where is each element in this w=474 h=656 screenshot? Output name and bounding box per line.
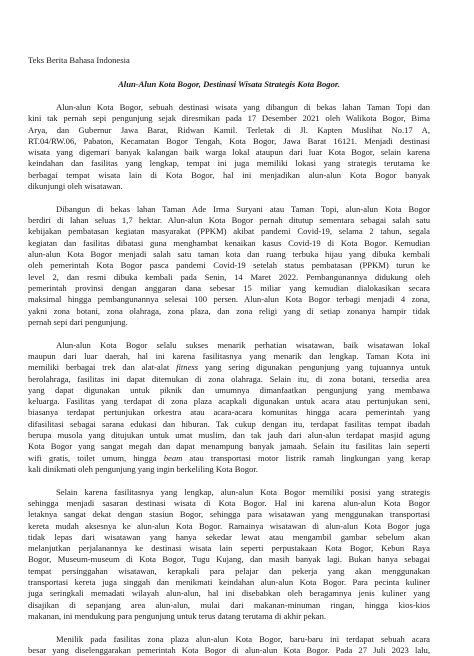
text-line: level 2, dan resmi dibuka kembali pada Senin, 14 Maret 2022. Pembangunannya didukung oleh	[28, 271, 430, 282]
text-line: Selain karena fasilitasnya yang lengkap, alun-alun Kota Bogor memiliki posisi yang strategis	[56, 486, 430, 497]
text-line: kini tak pernah sepi pengunjung sejak diresmikan pada 17 Desember 2021 oleh Walikota Bogor, Bima	[28, 113, 430, 124]
text-line: Dibangun di bekas lahan Taman Ade Irma Suryani atau Taman Topi, alun-alun Kota Bogor	[56, 203, 430, 214]
text-line: berbagai tempat wisata lain di Kota Bogor, hal ini menjadikan alun-alun Kota Bogor banyak	[28, 169, 430, 180]
text-line: pernah sepi dari pengunjung.	[28, 316, 128, 327]
article-body	[28, 102, 430, 656]
text-line: dikunjungi oleh wisatawan.	[28, 181, 123, 192]
text-line: tidak lepas dari wisatawan yang hanya sekedar lewat atau mengambil gambar sebelum akan	[28, 531, 430, 542]
article-title: Alun-Alun Kota Bogor, Destinasi Wisata Strategis Kota Bogor.	[118, 79, 340, 89]
text-line: kebijakan pembatasan kegiatan masyarakat (PPKM) akibat pandemi Covid-19, selama 2 tahun, segala	[28, 226, 430, 237]
text-line: keindahan dan fasilitas yang lengkap, tempat ini juga memiliki lokasi yang strategis terutama ke	[28, 158, 430, 169]
text-line: Bogor, Museum-museum di Kota Bogor, Tugu Kujang, dan masih banyak lagi. Bukan hanya sebagai	[28, 554, 430, 565]
text-line: memiliki berbagai trek dan alat-alat fitness yang sering digunakan pengunjung yang tujuannya untuk	[28, 362, 430, 373]
text-line: keluarga. Fasilitas yang terdapat di zona plaza acapkali digunakan untuk acara atau pertunjukan seni,	[28, 396, 430, 407]
text-line: Menilik pada fasilitas zona plaza alun-alun Kota Bogor, baru-baru ini terdapat sebuah acara	[56, 633, 430, 644]
text-line: berdiri di lahan seluas 1,7 hektar. Alun-alun Kota Bogor pernah ditutup sementara sebagai salah satu	[28, 215, 430, 226]
text-line: yakni zona botani, zona olahraga, zona plaza, dan zona religi yang di setiap zonanya hampir tidak	[28, 305, 430, 316]
text-line: tempat persinggahan wisatawan, kerapkali para pelajar dan pekerja yang akan menggunakan	[28, 565, 430, 576]
text-line: besar yang diselenggarakan pemerintah Kota Bogor di alun-alun Kota Bogor. Pada 27 Juli 2023 lalu,	[28, 645, 430, 656]
text-line: biasanya terdapat pertunjukan orkestra atau acara-acara komunitas hingga acara pemerintah yang	[28, 407, 430, 418]
text-line: letaknya sangat dekat dengan stasiun Bogor, sehingga para wisatawan yang menggunakan transportasi	[28, 509, 430, 520]
text-line: Kota Bogor yang sangat megah dan dapat menampung banyak jamaah. Selain itu fasilitas lain seperti	[28, 441, 430, 452]
paragraph	[28, 634, 430, 656]
text-line: makanan, ini mendukung para pengunjung untuk terus datang terutama di akhir pekan.	[28, 610, 327, 621]
text-line: transportasi kereta juga singgah dan menikmati keindahan alun-alun Kota Bogor. Para pecinta kuliner	[28, 577, 430, 588]
text-line: Alun-alun Kota Bogor selalu sukses menarik perhatian wisatawan, baik wisatawan lokal	[56, 339, 430, 350]
text-line: melanjutkan perjalanannya ke destinasi wisata lain seperti perpustakaan Kota Bogor, Kebun Raya	[28, 543, 430, 554]
paragraph	[28, 204, 430, 328]
text-line: disajikan di sepanjang area alun-alun, mulai dari makanan-minuman ringan, hingga kios-kios	[28, 599, 430, 610]
paragraph	[28, 102, 430, 192]
document-header: Teks Berita Bahasa Indonesia	[28, 55, 130, 65]
text-line: pemerintah provinsi dengan anggaran dana sebesar 15 miliar yang kemudian dialokasikan secara	[28, 282, 430, 293]
text-line: juga seringkali memadati wilayah alun-alun, hal ini disebabkan oleh beragamnya jenis kuliner yang	[28, 588, 430, 599]
text-line: RT.04/RW.06, Pabaton, Kecamatan Bogor Tengah, Kota Bogor, Jawa Barat 16121. Menjadi destinasi	[28, 135, 430, 146]
text-line: yang dapat digunakan untuk piknik dan umumnya dimanfaatkan pengunjung yang membawa	[28, 384, 430, 395]
text-line: sehingga menjadi sasaran destinasi wisata di Kota Bogor. Hal ini karena alun-alun Kota Bogor	[28, 498, 430, 508]
text-line: kereta mudah aksesnya ke alun-alun Kota Bogor. Ramainya wisatawan di alun-alun Kota Bogor juga	[28, 520, 430, 531]
text-line: wisata yang digemari banyak kalangan baik warga lokal ataupun dari luar Kota Bogor, selain karena	[28, 147, 430, 158]
text-line: alun-alun Kota Bogor menjadi salah satu taman kota dan ruang terbuka hijau yang dibuka kembali	[28, 249, 430, 260]
text-line: Arya, dan Gubernur Jawa Barat, Ridwan Kamil. Terletak di Jl. Kapten Muslihat No.17 A,	[28, 124, 430, 135]
text-line: berupa musola yang ditujukan untuk umat muslim, dan tak jauh dari alun-alun terdapat masjid agung	[28, 430, 430, 441]
text-line: Alun-alun Kota Bogor, sebuah destinasi wisata yang dibangun di bekas lahan Taman Topi dan	[56, 102, 430, 112]
text-line: maksimal hingga pembangunannya selesai 100 persen. Alun-alun Kota Bogor terbagi menjadi 4 zona,	[28, 294, 430, 305]
paragraph	[28, 487, 430, 623]
text-line: kegiatan dan fasilitas dibatasi guna menghambat kenaikan kasus Covid-19 di Kota Bogor. Kemudian	[28, 237, 430, 248]
text-line: difasilitasi sebagai sarana edukasi dan hiburan. Tak cukup dengan itu, terdapat fasilitas tempat ibadah	[28, 418, 430, 429]
text-line: berolahraga, fasilitas ini dapat ditemukan di zona olahraga. Selain itu, di zona botani, tersedia area	[28, 373, 430, 384]
text-line: maupun dari luar daerah, hal ini karena fasilitasnya yang menarik dan lengkap. Taman Kota ini	[28, 350, 430, 361]
paragraph	[28, 340, 430, 476]
text-line: oleh pemerintah Kota Bogor pasca pandemi Covid-19 setelah status pembatasan (PPKM) turun ke	[28, 260, 430, 271]
text-line: wifi gratis, toilet umum, hingga beam atau transportasi motor listrik ramah lingkungan yang kerap	[28, 452, 430, 463]
text-line: kali dinikmati oleh pengunjung yang ingin berkeliling Kota Bogor.	[28, 463, 258, 474]
